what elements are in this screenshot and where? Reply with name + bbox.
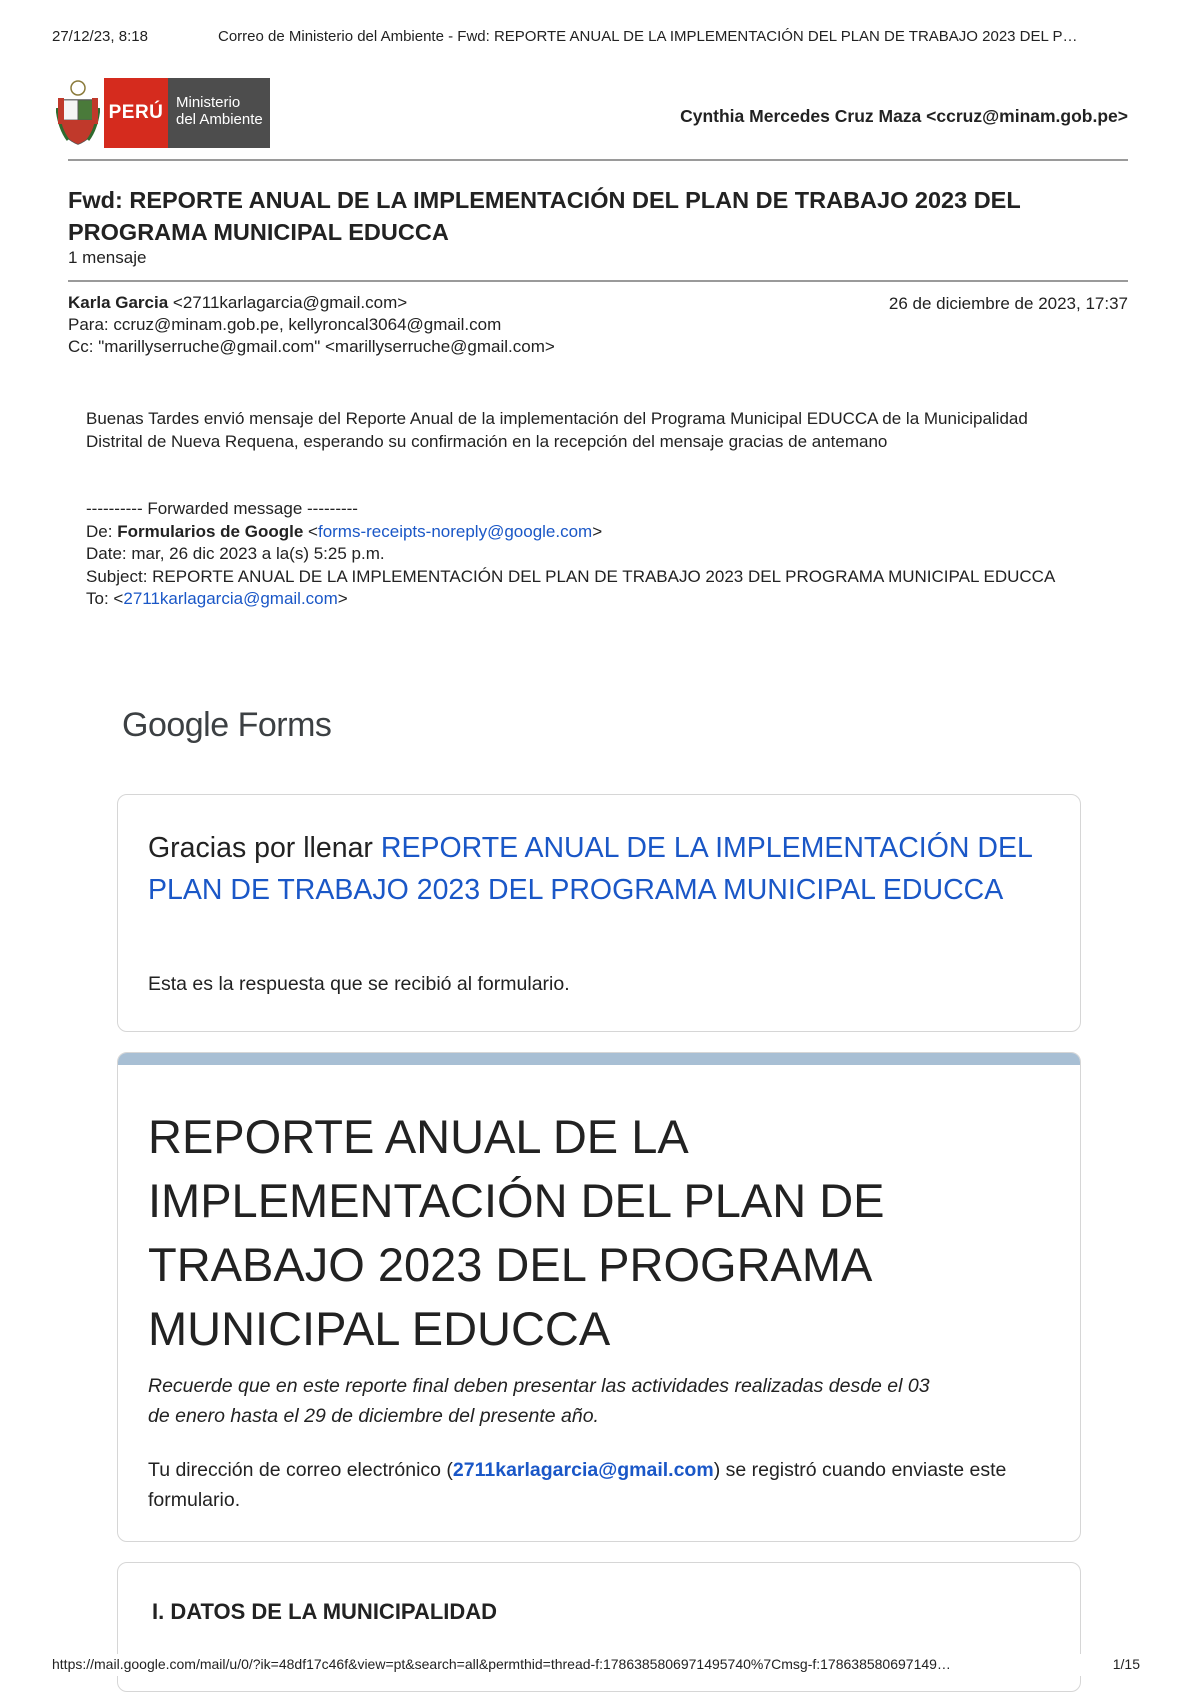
forwarded-subject: Subject: REPORTE ANUAL DE LA IMPLEMENTACIÓN DEL PLAN DE TRABAJO 2023 DEL PROGRAMA MUNICIPAL EDUCCA <box>86 566 1056 586</box>
sender-name: Karla Garcia <box>68 293 169 312</box>
thanks-text <box>148 827 1040 911</box>
forwarded-from-label: De: <box>86 521 113 541</box>
thread-subject: Fwd: REPORTE ANUAL DE LA IMPLEMENTACIÓN DEL PLAN DE TRABAJO 2023 DEL PROGRAMA MUNICIPAL EDUCCA <box>68 187 1021 245</box>
thanks-card <box>117 794 1081 1032</box>
logo-country: PERÚ <box>104 78 168 148</box>
forwarded-separator: ---------- Forwarded message --------- <box>86 499 358 518</box>
forwarded-to-email-link[interactable]: 2711karlagarcia@gmail.com <box>123 589 338 608</box>
logo-ministry-line1: Ministerio <box>176 94 241 111</box>
section-title: I. DATOS DE LA MUNICIPALIDAD <box>152 1599 498 1624</box>
recorded-email: 2711karlagarcia@gmail.com <box>452 1459 714 1481</box>
recorded-suffix: ) se registró cuando enviaste este formulario. <box>148 1459 1007 1511</box>
account-name: Cynthia Mercedes Cruz Maza <ccruz@minam.gob.pe> <box>680 106 1128 126</box>
forwarded-to: To: <2711karlagarcia@gmail.com> <box>86 589 348 608</box>
forms-wordmark: Forms <box>237 706 332 744</box>
cc-line: Cc: "marillyserruche@gmail.com" <marillyserruche@gmail.com> <box>68 337 555 356</box>
logo-ministry-line2: del Ambiente <box>176 111 263 128</box>
forwarded-from: De: Formularios de Google <forms-receipts-noreply@google.com> <box>86 521 603 541</box>
print-title: Correo de Ministerio del Ambiente - Fwd: REPORTE ANUAL DE LA IMPLEMENTACIÓN DEL PLAN DE TRABAJO 2023 DEL P… <box>218 28 1078 45</box>
logo-ministry <box>168 78 270 148</box>
forwarded-block <box>86 498 1066 611</box>
forwarded-from-name: Formularios de Google <box>117 521 304 541</box>
print-datetime: 27/12/23, 8:18 <box>52 28 148 45</box>
form-description: Recuerde que en este reporte final deben presentar las actividades realizadas desde el 03 de enero hasta el 29 de diciembre del presente año. <box>148 1375 930 1427</box>
message-body: Buenas Tardes envió mensaje del Reporte Anual de la implementación del Programa Municipal EDUCCA de la Municipalidad Distrital de Nueva Requena, esperando su confirmación en la recepción del mensaje gracias de antemano <box>86 409 1028 451</box>
form-accent-bar <box>118 1053 1080 1065</box>
ministry-logo <box>56 78 270 148</box>
print-footer <box>52 1654 1150 1676</box>
sender-email: <2711karlagarcia@gmail.com> <box>172 293 408 312</box>
forwarded-from-email-link[interactable]: forms-receipts-noreply@google.com <box>317 521 593 541</box>
form-header-card <box>117 1052 1081 1542</box>
message-date: 26 de diciembre de 2023, 17:37 <box>888 294 1128 313</box>
forwarded-date: Date: mar, 26 dic 2023 a la(s) 5:25 p.m. <box>86 544 385 563</box>
divider <box>68 159 1128 161</box>
coat-of-arms-icon <box>56 78 100 148</box>
received-note: Esta es la respuesta que se recibió al formulario. <box>148 973 570 995</box>
print-header <box>52 28 1150 48</box>
recorded-prefix: Tu dirección de correo electrónico ( <box>148 1459 453 1481</box>
divider <box>68 280 1128 282</box>
form-title: REPORTE ANUAL DE LA IMPLEMENTACIÓN DEL PLAN DE TRABAJO 2023 DEL PROGRAMA MUNICIPAL EDUCCA <box>148 1110 885 1355</box>
page-number: 1/15 <box>1112 1656 1140 1672</box>
google-forms-logo <box>122 706 331 745</box>
email-recorded-note <box>148 1455 1050 1515</box>
to-line: Para: ccruz@minam.gob.pe, kellyroncal3064@gmail.com <box>68 315 502 334</box>
thanks-prefix: Gracias por llenar <box>148 832 373 864</box>
google-wordmark: Google <box>122 706 229 744</box>
print-url: https://mail.google.com/mail/u/0/?ik=48df17c46f&view=pt&search=all&permthid=thread-f:1786385806971495740%7Cmsg-f:178638580697149… <box>52 1656 951 1672</box>
form-link[interactable]: REPORTE ANUAL DE LA IMPLEMENTACIÓN DEL PLAN DE TRABAJO 2023 DEL PROGRAMA MUNICIPAL EDUCCA <box>148 832 1032 906</box>
forwarded-to-label: To: <box>86 589 109 608</box>
message-count: 1 mensaje <box>68 248 147 267</box>
